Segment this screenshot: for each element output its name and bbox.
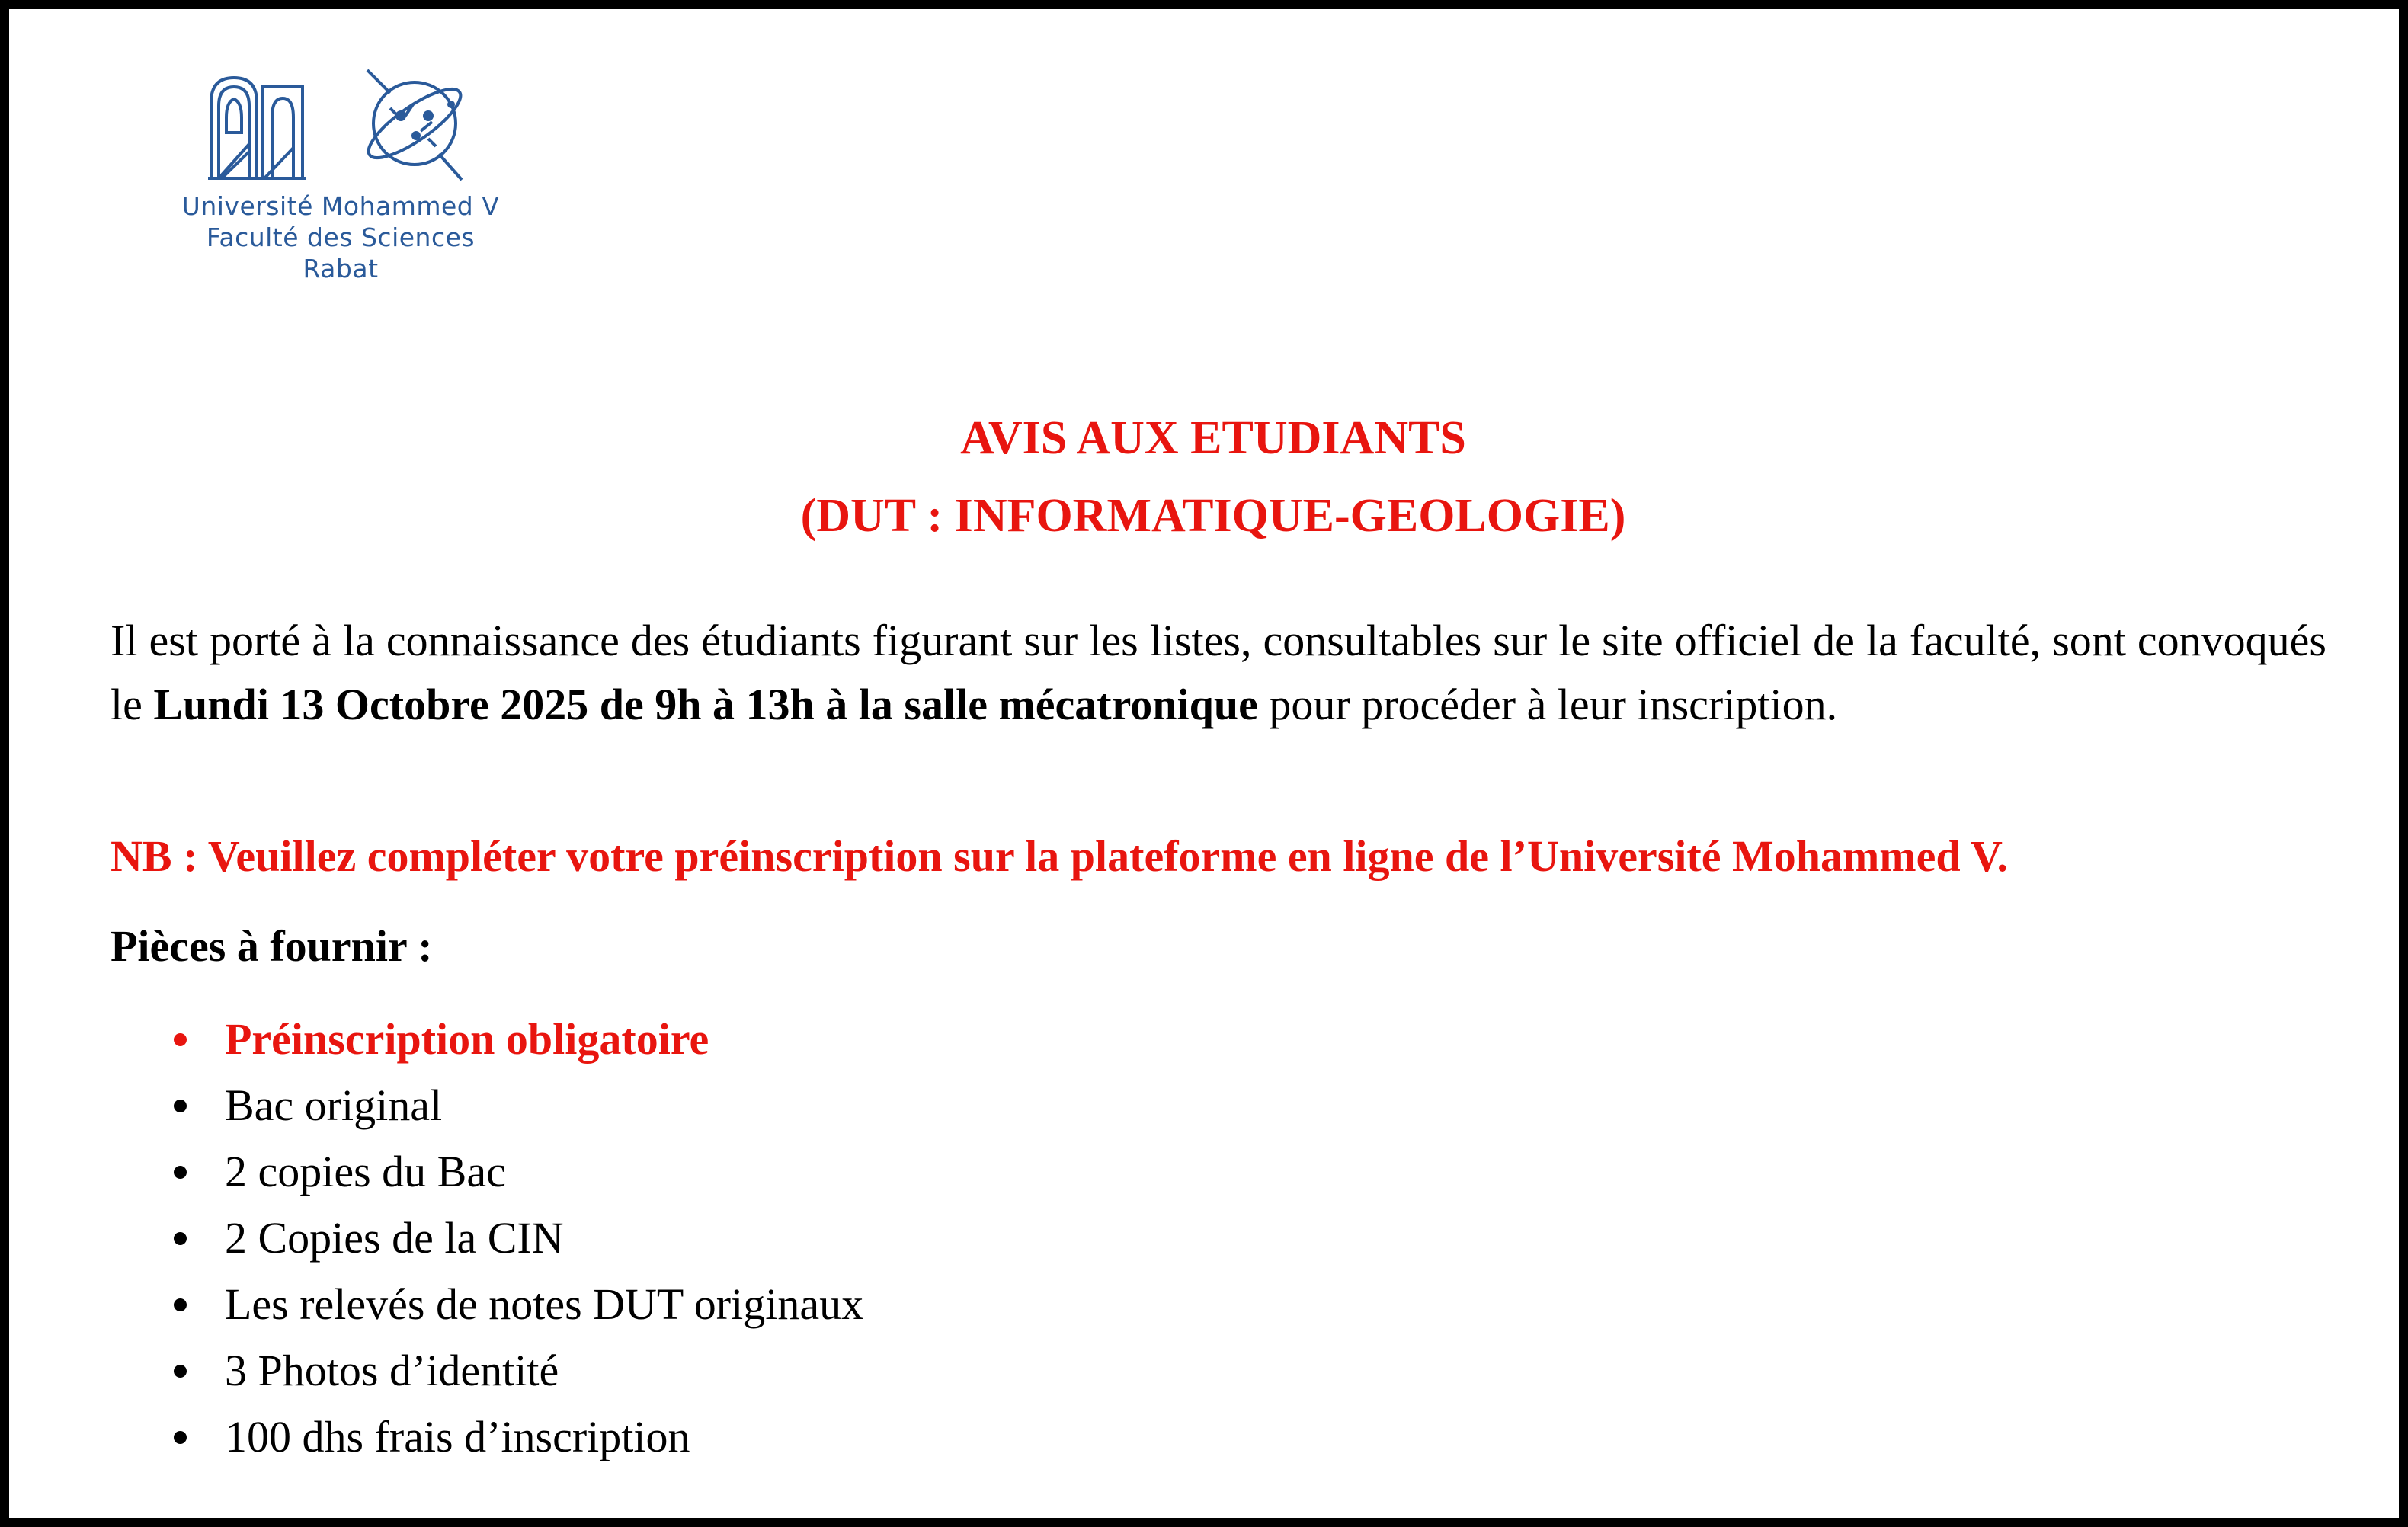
pieces-list [9, 1006, 2408, 1470]
notice-title [9, 399, 2408, 555]
list-item [9, 1271, 2408, 1337]
bullet-icon [174, 1166, 187, 1179]
university-logo-block [108, 62, 573, 291]
list-item [9, 1138, 2408, 1205]
logo-city: Rabat [303, 254, 379, 283]
paragraph-text-1: Il est porté à la connaissance des étudiants figurant sur les listes, consultables sur le site officiel de la faculté, sont convoqués le [110, 616, 2326, 729]
logo-faculty-name: Faculté des Sciences [206, 222, 476, 252]
paragraph-text-2: pour procéder à leur inscription. [1257, 680, 1838, 729]
logo-caption [108, 190, 573, 284]
faculty-of-sciences-atom-icon [360, 62, 474, 184]
bullet-icon [174, 1365, 187, 1378]
pieces-heading: Pièces à fournir : [110, 921, 433, 971]
bullet-icon [174, 1431, 187, 1444]
list-item-text: 3 Photos d’identité [225, 1346, 559, 1395]
list-item [9, 1205, 2408, 1271]
university-mohammed-v-arch-icon [203, 72, 310, 186]
list-item-text: 2 Copies de la CIN [225, 1213, 564, 1263]
bullet-icon [174, 1232, 187, 1245]
notice-paragraph [110, 609, 2326, 737]
nb-note: NB : Veuillez compléter votre préinscription sur la plateforme en ligne de l’Université Mohammed V. [110, 831, 2008, 881]
list-item [9, 1337, 2408, 1404]
logo-university-name: Université Mohammed V [181, 191, 500, 221]
list-item [9, 1404, 2408, 1470]
list-item-text: 100 dhs frais d’inscription [225, 1412, 690, 1461]
list-item-text: Les relevés de notes DUT originaux [225, 1279, 864, 1329]
bullet-icon [174, 1033, 187, 1046]
bullet-icon [174, 1298, 187, 1311]
notice-title-line1: AVIS AUX ETUDIANTS [960, 412, 1466, 464]
list-item [9, 1072, 2408, 1138]
bullet-icon [174, 1100, 187, 1112]
paragraph-date-location: Lundi 13 Octobre 2025 de 9h à 13h à la salle mécatronique [153, 680, 1258, 729]
list-item-text: Bac original [225, 1080, 443, 1130]
list-item [9, 1006, 2408, 1072]
notice-title-line2: (DUT : INFORMATIQUE-GEOLOGIE) [800, 490, 1626, 542]
list-item-text: Préinscription obligatoire [225, 1014, 709, 1064]
list-item-text: 2 copies du Bac [225, 1147, 506, 1196]
